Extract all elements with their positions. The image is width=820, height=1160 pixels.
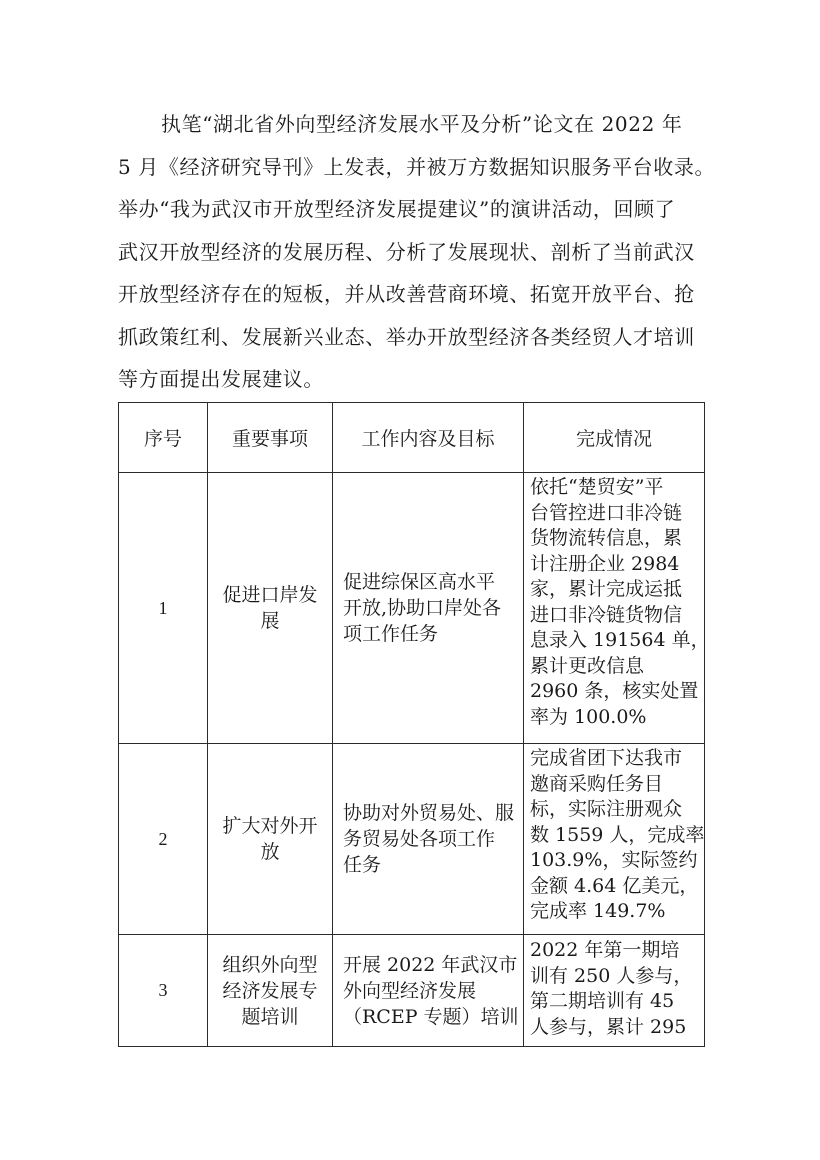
cell-line: 完成省团下达我市 [530, 747, 683, 769]
cell-line: 累计更改信息 [530, 654, 645, 677]
cell-line: 台管控进口非冷链 [530, 501, 683, 524]
paragraph-line: 开放型经济存在的短板，并从改善营商环境、拓宽开放平台、抢 [118, 282, 695, 306]
row-item [208, 744, 333, 935]
table-row [119, 473, 705, 744]
cell-line: 2022 年第一期培 [530, 939, 680, 961]
cell-line: 息录入 191564 单， [530, 629, 710, 651]
cell-line: 组织外向型 [222, 953, 318, 976]
cell-line: 开放,协助口岸处各 [343, 597, 502, 619]
cell-line: 务贸易处各项工作 [343, 828, 496, 850]
row-goal [333, 744, 524, 935]
row-done [524, 744, 705, 935]
cell-line: 2960 条，核实处置 [530, 680, 699, 702]
body-paragraph [118, 103, 716, 401]
cell-line: 邀商采购任务目 [530, 772, 664, 795]
cell-line: 经济发展专 [222, 979, 318, 1002]
row-goal [333, 473, 524, 744]
row-number: 1 [119, 473, 208, 744]
work-items-table [118, 402, 710, 1047]
cell-line: 题培训 [241, 1005, 299, 1028]
header-cell-no: 序号 [119, 403, 208, 473]
row-item [208, 935, 333, 1047]
row-number: 2 [119, 744, 208, 935]
row-goal [333, 935, 524, 1047]
cell-line: 展 [260, 610, 280, 632]
cell-line: 开展 2022 年武汉市 [343, 953, 518, 976]
paragraph-line: 等方面提出发展建议。 [118, 367, 324, 391]
header-cell-goal: 工作内容及目标 [333, 403, 524, 473]
cell-line: 进口非冷链货物信 [530, 603, 683, 626]
row-number: 3 [119, 935, 208, 1047]
paragraph-line: 执笔“湖北省外向型经济发展水平及分析”论文在 2022 年 [161, 112, 683, 136]
header-cell-done: 完成情况 [524, 403, 705, 473]
cell-line: 第二期培训有 45 [530, 990, 675, 1012]
paragraph-line: 举办“我为武汉市开放型经济发展提建议”的演讲活动，回顾了 [118, 197, 676, 221]
table-row [119, 744, 705, 935]
cell-line: 促进口岸发 [222, 584, 318, 606]
cell-line: 标，实际注册观众 [530, 798, 683, 820]
header-cell-item: 重要事项 [208, 403, 333, 473]
cell-line: 扩大对外开 [222, 815, 318, 837]
paragraph-line: 抓政策红利、发展新兴业态、举办开放型经济各类经贸人才培训 [118, 324, 695, 349]
cell-line: 训有 250 人参与， [530, 964, 693, 987]
cell-line: 人参与，累计 295 [530, 1015, 687, 1038]
cell-line: 103.9%，实际签约 [530, 849, 698, 871]
cell-line: 家，累计完成运抵 [530, 578, 683, 600]
row-item [208, 473, 333, 744]
table-row [119, 935, 705, 1047]
paragraph-line: 5 月《经济研究导刊》上发表，并被万方数据知识服务平台收录。 [118, 154, 716, 179]
cell-line: 外向型经济发展 [343, 979, 477, 1002]
cell-line: 数 1559 人，完成率 [530, 823, 705, 846]
cell-line: 货物流转信息，累 [530, 527, 683, 549]
cell-line: 任务 [343, 854, 382, 876]
table-header-row [119, 403, 705, 473]
cell-line: 项工作任务 [343, 623, 439, 645]
cell-line: （RCEP 专题）培训 [343, 1005, 519, 1028]
cell-line: 计注册企业 2984 [530, 552, 680, 575]
paragraph-line: 武汉开放型经济的发展历程、分析了发展现状、剖析了当前武汉 [118, 239, 695, 264]
row-done [524, 473, 710, 744]
cell-line: 完成率 149.7% [530, 900, 666, 922]
cell-line: 依托“楚贸安”平 [530, 476, 664, 498]
cell-line: 放 [260, 841, 280, 863]
cell-line: 率为 100.0% [530, 705, 647, 728]
cell-line: 金额 4.64 亿美元， [530, 874, 699, 897]
cell-line: 促进综保区高水平 [343, 571, 496, 593]
cell-line: 协助对外贸易处、服 [343, 802, 515, 824]
row-done [524, 935, 705, 1047]
